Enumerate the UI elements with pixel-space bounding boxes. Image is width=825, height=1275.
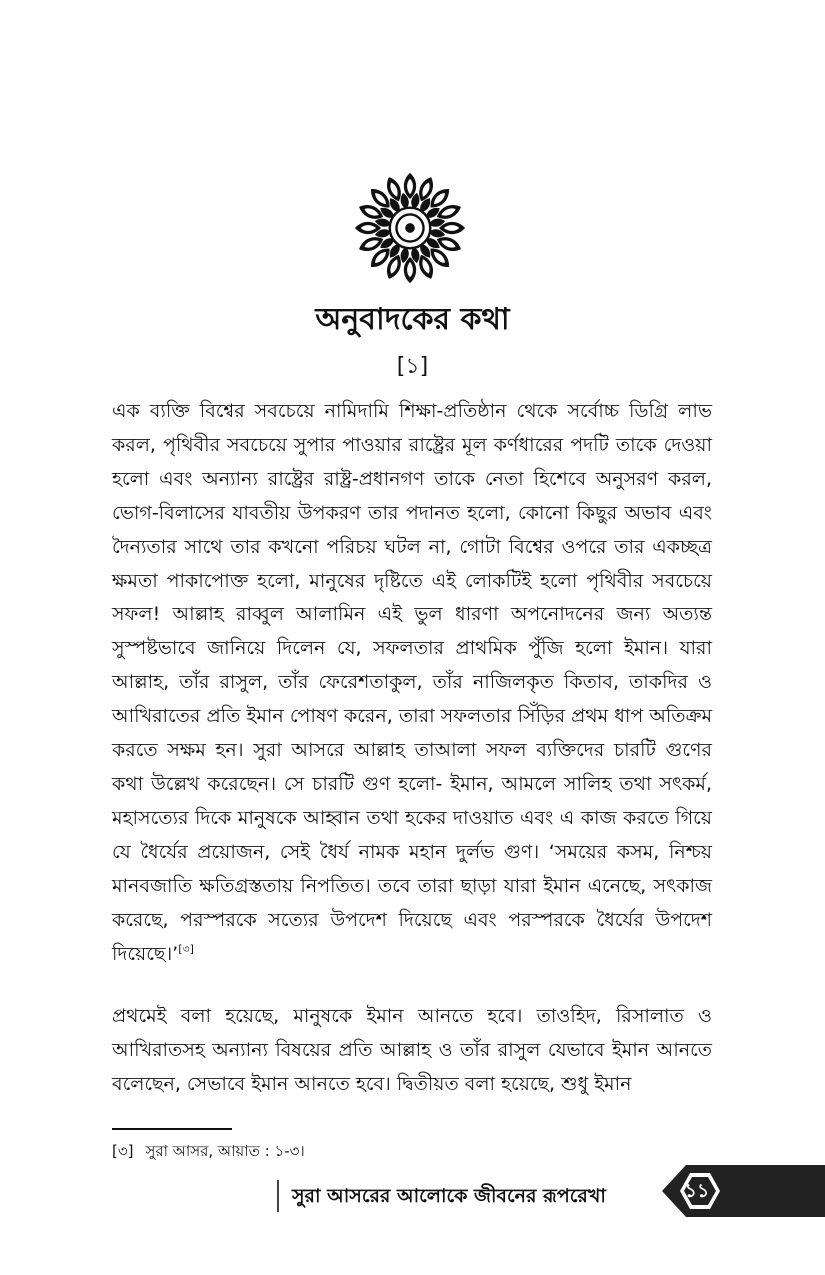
body-paragraph-2: প্রথমেই বলা হয়েছে, মানুষকে ইমান আনতে হবে। তাওহিদ, রিসালাত ও আখিরাতসহ অন্যান্য বিষয়ের প্রতি আল্লাহ ও তাঁর রাসুল যেভাবে ইমান আনতে বলেছেন, সেভাবে ইমান আনতে হবে। দ্বিতীয়ত বলা হয়েছে, শুধু ইমান bbox=[112, 1005, 712, 1095]
footnote-reference[interactable]: [৩] bbox=[178, 942, 194, 956]
running-title: সুরা আসরের আলোকে জীবনের রূপরেখা bbox=[292, 1185, 606, 1207]
paragraph-text: এক ব্যক্তি বিশ্বের সবচেয়ে নামিদামি শিক্ষা-প্রতিষ্ঠান থেকে সর্বোচ্চ ডিগ্রি লাভ করল, পৃথিবীর সবচেয়ে সুপার পাওয়ার রাষ্ট্রের মূল কর্ণধারের পদটি তাকে দেওয়া হলো এবং অন্যান্য রাষ্ট্রের রাষ্ট্র-প্রধানগণ তাকে নেতা হিশেবে অনুসরণ করল, ভোগ-বিলাসের যাবতীয় উপকরণ তার পদানত হলো, কোনো কিছুর অভাব এবং দৈন্যতার সাথে তার কখনো পরিচয় ঘটল না, গোটা বিশ্বের ওপরে তার একচ্ছত্র ক্ষমতা পাকাপোক্ত হলো, মানুষের দৃষ্টিতে এই লোকটিই হলো পৃথিবীর সবচেয়ে সফল! আল্লাহ রাব্বুল আলামিন এই ভুল ধারণা অপনোদনের জন্য অত্যন্ত সুস্পষ্টভাবে জানিয়ে দিলেন যে, সফলতার প্রাথমিক পুঁজি হলো ইমান। যারা আল্লাহ, তাঁর রাসুল, তাঁর ফেরেশতাকুল, তাঁর নাজিলকৃত কিতাব, তাকদির ও আখিরাতের প্রতি ইমান পোষণ করেন, তারা সফলতার সিঁড়ির প্রথম ধাপ অতিক্রম করতে সক্ষম হন। সুরা আসরে আল্লাহ তাআলা সফল ব্যক্তিদের চারটি গুণের কথা উল্লেখ করেছেন। সে চারটি গুণ হলো- ইমান, আমলে সালিহ তথা সৎকর্ম, মহাসত্যের দিকে মানুষকে আহ্বান তথা হকের দাওয়াত এবং এ কাজ করতে গিয়ে যে ধৈর্যের প্রয়োজন, সেই ধৈর্য নামক মহান দুর্লভ গুণ। ‘সময়ের কসম, নিশ্চয় মানবজাতি ক্ষতিগ্রস্ততায় নিপতিত। তবে তারা ছাড়া যারা ইমান এনেছে, সৎকাজ করেছে, পরস্পরকে সত্যের উপদেশ দিয়েছে এবং পরস্পরকে ধৈর্যের উপদেশ দিয়েছে।’ bbox=[112, 400, 712, 965]
footnote-text: সুরা আসর, আয়াত : ১-৩। bbox=[145, 1142, 305, 1160]
page-number: ১১ bbox=[684, 1180, 710, 1202]
footer-divider bbox=[277, 1180, 279, 1212]
chapter-title: অনুবাদকের কথা bbox=[315, 302, 510, 337]
footnote bbox=[112, 1140, 305, 1162]
section-number: [১] bbox=[396, 354, 429, 379]
footnote-divider bbox=[112, 1128, 232, 1130]
footnote-marker: [৩] bbox=[112, 1142, 134, 1160]
body-paragraph-1 bbox=[112, 395, 712, 971]
mandala-flower-icon bbox=[352, 170, 468, 286]
